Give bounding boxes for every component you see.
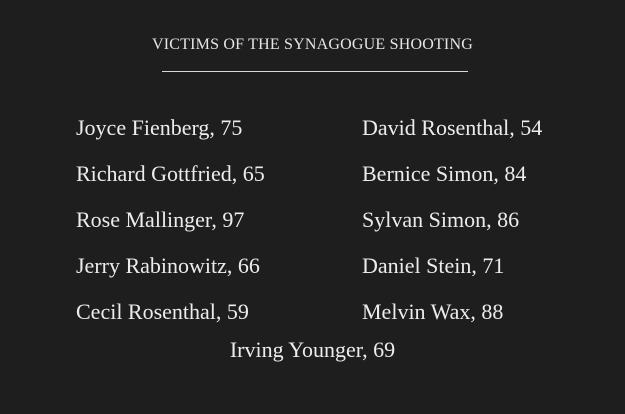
victim-name: Melvin Wax, 88 — [362, 299, 504, 324]
victim-name: David Rosenthal, 54 — [362, 115, 543, 140]
victim-name: Cecil Rosenthal, 59 — [76, 299, 249, 324]
left-name-column — [76, 105, 265, 335]
right-name-column — [362, 105, 542, 335]
victim-name: Daniel Stein, 71 — [362, 253, 505, 278]
victim-name: Rose Mallinger, 97 — [76, 207, 245, 232]
list-heading: VICTIMS OF THE SYNAGOGUE SHOOTING — [152, 36, 473, 53]
victim-name: Sylvan Simon, 86 — [362, 207, 520, 232]
victim-name: Bernice Simon, 84 — [362, 161, 527, 186]
victim-name: Richard Gottfried, 65 — [76, 161, 265, 186]
victim-name-centered: Irving Younger, 69 — [229, 337, 396, 362]
victim-name: Jerry Rabinowitz, 66 — [76, 253, 260, 278]
victim-name: Joyce Fienberg, 75 — [76, 115, 243, 140]
heading-divider — [162, 71, 468, 72]
